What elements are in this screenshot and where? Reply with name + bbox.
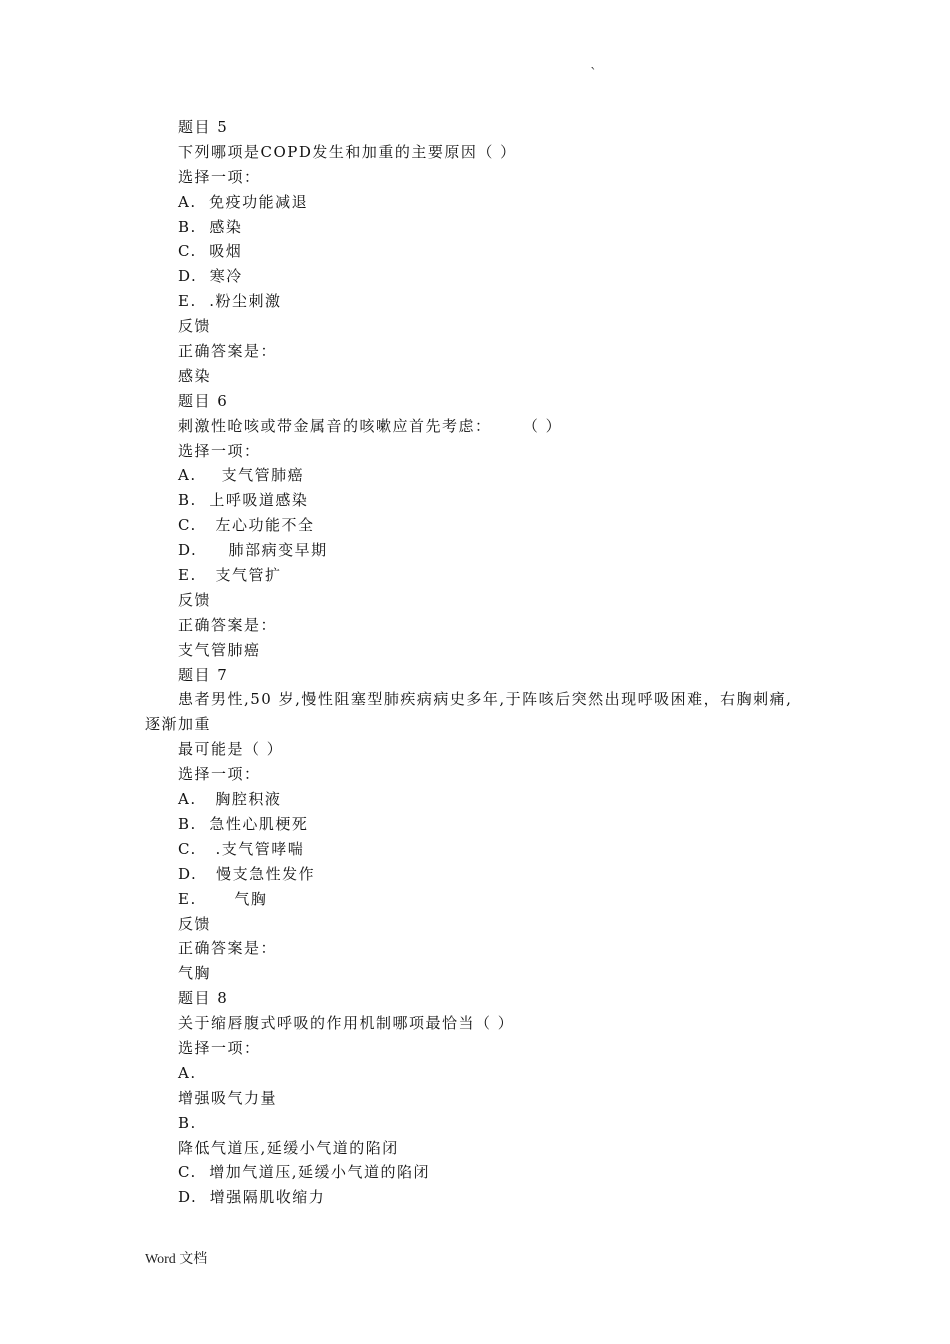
- document-line: C. 吸烟: [178, 242, 243, 261]
- document-line: E. 支气管扩: [178, 566, 282, 585]
- document-line: B. 急性心肌梗死: [178, 814, 309, 833]
- document-line: A. 免疫功能减退: [178, 192, 309, 211]
- document-line: 题目 5: [178, 118, 229, 136]
- document-line: 最可能是（ ）: [178, 740, 284, 759]
- document-line: E. .粉尘刺激: [178, 292, 282, 311]
- document-line: E. 气胸: [178, 889, 268, 908]
- document-line: 题目 8: [178, 989, 229, 1008]
- document-line: B. 感染: [178, 217, 243, 236]
- document-line: A. 支气管肺癌: [178, 466, 305, 485]
- document-line: 感染: [178, 366, 212, 385]
- page-footer: Word 文档: [145, 1252, 208, 1267]
- document-line: B. 上呼吸道感染: [178, 491, 309, 510]
- document-line: B.: [178, 1113, 197, 1132]
- document-line: 反馈: [178, 914, 212, 933]
- document-line: 增强吸气力量: [178, 1088, 278, 1107]
- document-line: 选择一项：: [178, 1038, 261, 1057]
- document-line: 选择一项：: [178, 167, 261, 186]
- document-line: 选择一项：: [178, 441, 261, 460]
- document-line: C. .支气管哮喘: [178, 839, 305, 858]
- document-body: [0, 115, 950, 1210]
- document-line: D. 慢支急性发作: [178, 864, 316, 883]
- document-line: 题目 7: [178, 665, 229, 684]
- document-line: A. 胸腔积液: [178, 790, 282, 809]
- document-line: 题目 6: [178, 391, 229, 410]
- document-line: C. 左心功能不全: [178, 516, 315, 535]
- header-mark: `: [590, 66, 597, 82]
- document-line: 选择一项：: [178, 765, 261, 784]
- document-line: 气胸: [178, 964, 212, 983]
- document-line: 正确答案是：: [178, 615, 278, 634]
- document-line: A.: [178, 1063, 197, 1082]
- document-line: 逐渐加重: [145, 715, 212, 734]
- document-line: 支气管肺癌: [178, 640, 261, 659]
- document-line: C. 增加气道压,延缓小气道的陷闭: [178, 1163, 431, 1182]
- document-line: D. 寒冷: [178, 267, 243, 286]
- document-line: 反馈: [178, 317, 212, 336]
- document-line: 反馈: [178, 590, 212, 609]
- document-line: 降低气道压,延缓小气道的陷闭: [178, 1138, 399, 1157]
- document-line: 患者男性,50 岁,慢性阻塞型肺疾病病史多年,于阵咳后突然出现呼吸困难，右胸刺痛,: [178, 690, 793, 709]
- document-line: 关于缩唇腹式呼吸的作用机制哪项最恰当（ ）: [178, 1014, 515, 1033]
- document-line: 正确答案是：: [178, 342, 278, 361]
- document-line: 正确答案是：: [178, 939, 278, 958]
- document-line: D. 肺部病变早期: [178, 541, 328, 560]
- document-line: 下列哪项是COPD发生和加重的主要原因（ ）: [178, 142, 517, 161]
- document-line: D. 增强隔肌收缩力: [178, 1188, 326, 1207]
- document-line: 刺激性呛咳或带金属音的咳嗽应首先考虑： （ ）: [178, 416, 563, 435]
